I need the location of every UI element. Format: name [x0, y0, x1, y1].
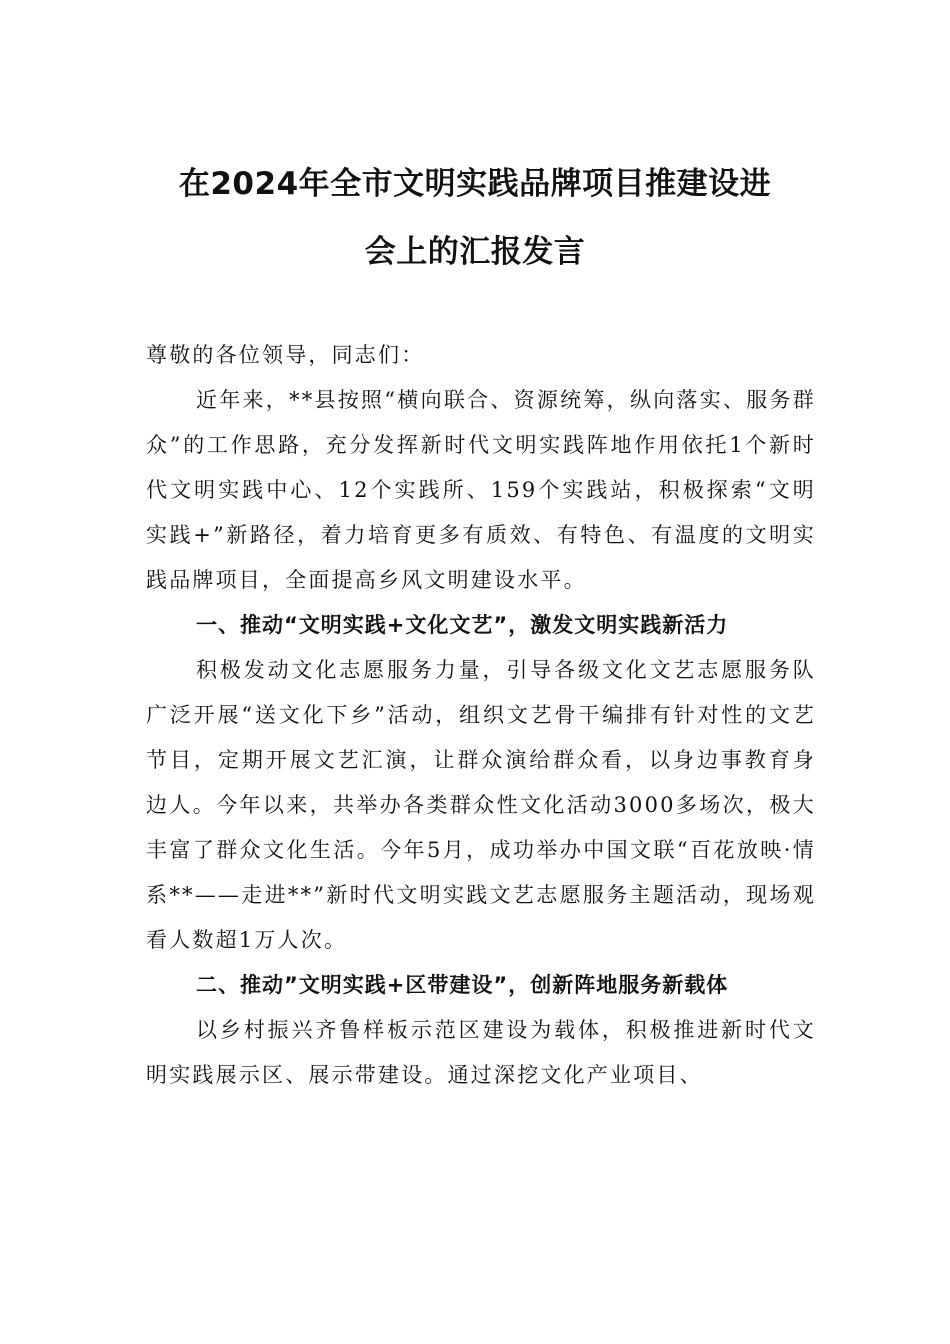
paragraph-section-2: 以乡村振兴齐鲁样板示范区建设为载体，积极推进新时代文明实践展示区、展示带建设。通过深挖文化产业项目、: [146, 1018, 816, 1087]
document-title-line-2: 会上的汇报发言: [364, 234, 586, 270]
salutation: 尊敬的各位领导，同志们：: [146, 343, 425, 367]
paragraph-intro: 近年来，**县按照“横向联合、资源统筹，纵向落实、服务群众”的工作思路，充分发挥新时代文明实践阵地作用依托1个新时代文明实践中心、12个实践所、159个实践站，积极探索“文明实践+”新路径，着力培育更多有质效、有特色、有温度的文明实践品牌项目，全面提高乡风文明建设水平。: [146, 388, 816, 592]
document-body: [146, 333, 816, 1098]
paragraph-section-1: 积极发动文化志愿服务力量，引导各级文化文艺志愿服务队广泛开展“送文化下乡”活动，组织文艺骨干编排有针对性的文艺节目，定期开展文艺汇演，让群众演给群众看，以身边事教育身边人。今年以来，共举办各类群众性文化活动3000多场次，极大丰富了群众文化生活。今年5月，成功举办中国文联“百花放映·情系**——走进**”新时代文明实践文艺志愿服务主题活动，现场观看人数超1万人次。: [146, 658, 816, 952]
document-title-line-1: 在2024年全市文明实践品牌项目推建设进: [178, 166, 772, 202]
section-heading-2: 二、推动”文明实践+区带建设”，创新阵地服务新载体: [196, 973, 729, 997]
section-heading-1: 一、推动“文明实践+文化文艺”，激发文明实践新活力: [196, 613, 729, 637]
